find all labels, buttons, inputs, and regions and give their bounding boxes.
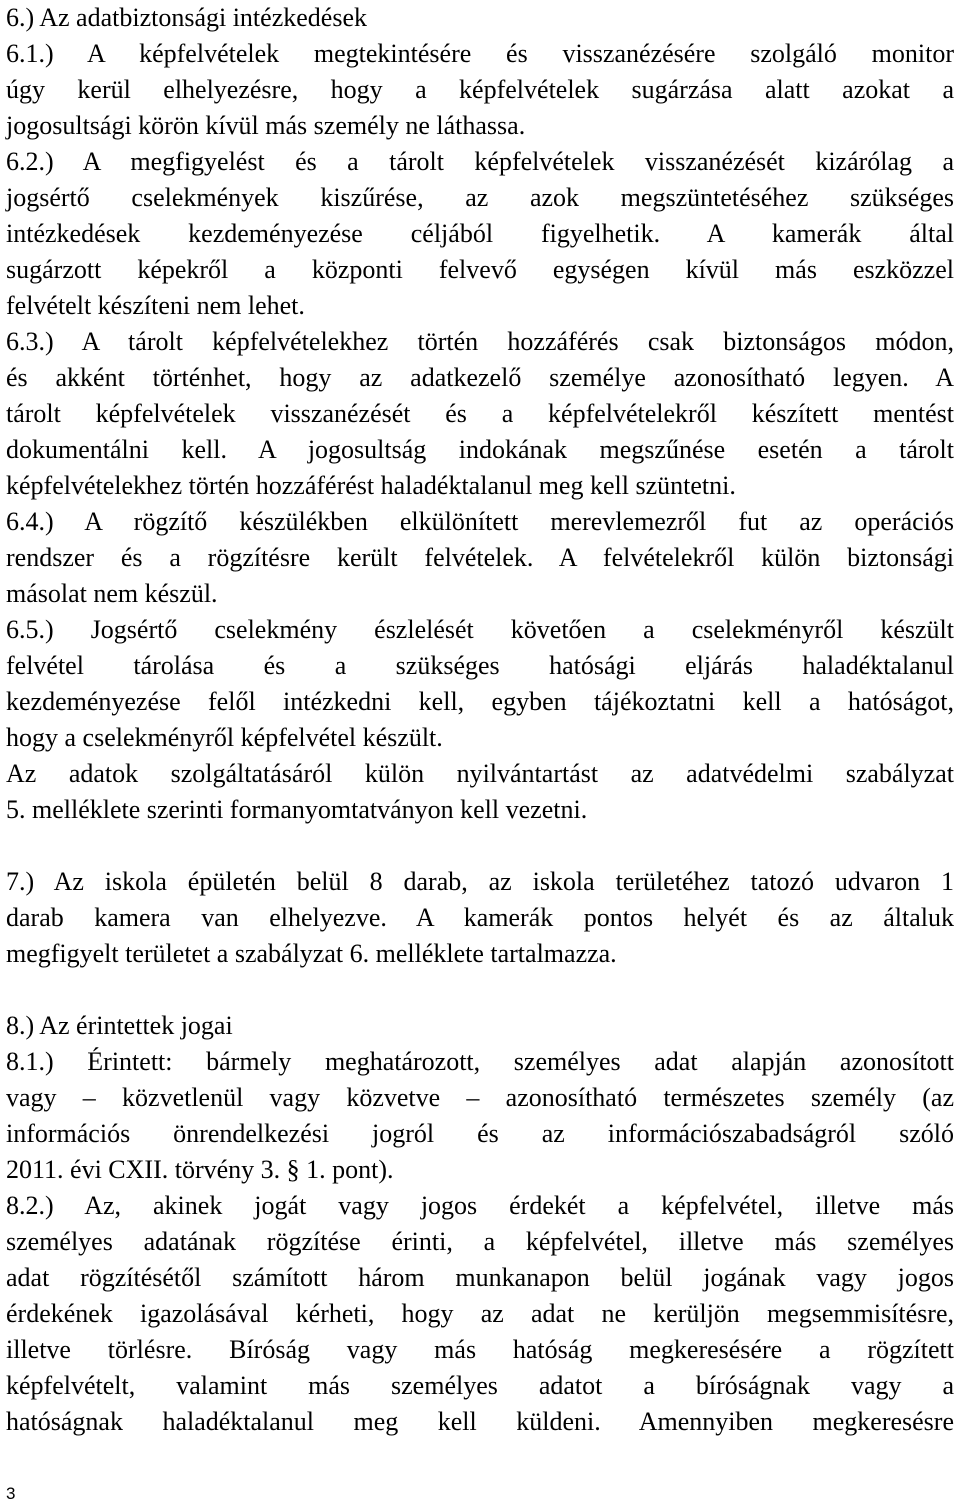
text-line: rendszer és a rögzítésre került felvételek. A felvételekről külön biztonsági — [6, 543, 954, 572]
section-heading: 8.) Az érintettek jogai — [6, 1011, 233, 1040]
text-line: információs önrendelkezési jogról és az információszabadságról szóló — [6, 1119, 954, 1148]
text-line: darab kamera van elhelyezve. A kamerák pontos helyét és az általuk — [6, 903, 954, 932]
text-line: dokumentálni kell. A jogosultság indokának megszűnése esetén a tárolt — [6, 435, 954, 464]
text-line: Az adatok szolgáltatásáról külön nyilvántartást az adatvédelmi szabályzat — [6, 759, 954, 788]
paragraph-6-4 — [6, 504, 954, 612]
text-line: 8.1.) Érintett: bármely meghatározott, személyes adat alapján azonosított — [6, 1047, 954, 1076]
text-line: 7.) Az iskola épületén belül 8 darab, az iskola területéhez tatozó udvaron 1 — [6, 867, 954, 896]
text-line: képfelvételekhez történ hozzáférést haladéktalanul meg kell szüntetni. — [6, 471, 736, 500]
text-line: másolat nem készül. — [6, 579, 218, 608]
text-line: képfelvételt, valamint más személyes adatot a bíróságnak vagy a — [6, 1371, 954, 1400]
text-line: intézkedések kezdeményezése céljából figyelhetik. A kamerák által — [6, 219, 954, 248]
section-spacer — [6, 972, 954, 1008]
paragraph-8-2 — [6, 1188, 954, 1440]
text-line: felvétel tárolása és a szükséges hatósági eljárás haladéktalanul — [6, 651, 954, 680]
text-line: kezdeményezése felől intézkedni kell, egyben tájékoztatni kell a hatóságot, — [6, 687, 954, 716]
text-line: 6.4.) A rögzítő készülékben elkülönített merevlemezről fut az operációs — [6, 507, 954, 536]
paragraph-8-1 — [6, 1044, 954, 1188]
paragraph-6-5 — [6, 612, 954, 756]
text-line: és akként történhet, hogy az adatkezelő személye azonosítható legyen. A — [6, 363, 954, 392]
text-line: sugárzott képekről a központi felvevő egységen kívül más eszközzel — [6, 255, 954, 284]
paragraph-7-0 — [6, 864, 954, 972]
text-line: adat rögzítésétől számított három munkanapon belül jogának vagy jogos — [6, 1263, 954, 1292]
text-line: vagy – közvetlenül vagy közvetve – azonosítható természetes személy (az — [6, 1083, 954, 1112]
text-line: tárolt képfelvételek visszanézését és a képfelvételekről készített mentést — [6, 399, 954, 428]
text-line: jogsértő cselekmények kiszűrése, az azok megszüntetéséhez szükséges — [6, 183, 954, 212]
text-line: hatóságnak haladéktalanul meg kell küldeni. Amennyiben megkeresésre — [6, 1407, 954, 1436]
paragraph-6-6 — [6, 756, 954, 828]
paragraph-6-3 — [6, 324, 954, 504]
text-line: személyes adatának rögzítése érinti, a képfelvétel, illetve más személyes — [6, 1227, 954, 1256]
document-body — [6, 0, 954, 1440]
paragraph-6-2 — [6, 144, 954, 324]
text-line: hogy a cselekményről képfelvétel készült. — [6, 723, 443, 752]
text-line: 6.2.) A megfigyelést és a tárolt képfelvételek visszanézését kizárólag a — [6, 147, 954, 176]
section-6 — [6, 0, 954, 828]
text-line: érdekének igazolásával kérheti, hogy az adat ne kerüljön megsemmisítésre, — [6, 1299, 954, 1328]
section-7 — [6, 864, 954, 972]
text-line: illetve törlésre. Bíróság vagy más hatóság megkeresésére a rögzített — [6, 1335, 954, 1364]
text-line: 6.3.) A tárolt képfelvételekhez történ hozzáférés csak biztonságos módon, — [6, 327, 954, 356]
text-line: felvételt készíteni nem lehet. — [6, 291, 305, 320]
section-spacer — [6, 828, 954, 864]
section-heading: 6.) Az adatbiztonsági intézkedések — [6, 3, 367, 32]
text-line: 8.2.) Az, akinek jogát vagy jogos érdekét a képfelvétel, illetve más — [6, 1191, 954, 1220]
paragraph-6-1 — [6, 36, 954, 144]
text-line: megfigyelt területet a szabályzat 6. melléklete tartalmazza. — [6, 939, 617, 968]
text-line: úgy kerül elhelyezésre, hogy a képfelvételek sugárzása alatt azokat a — [6, 75, 954, 104]
text-line: 5. melléklete szerinti formanyomtatványon kell vezetni. — [6, 795, 588, 824]
page-number: 3 — [6, 1484, 16, 1503]
text-line: 6.1.) A képfelvételek megtekintésére és visszanézésére szolgáló monitor — [6, 39, 954, 68]
text-line: jogosultsági körön kívül más személy ne láthassa. — [6, 111, 526, 140]
text-line: 2011. évi CXII. törvény 3. § 1. pont). — [6, 1155, 394, 1184]
text-line: 6.5.) Jogsértő cselekmény észlelését követően a cselekményről készült — [6, 615, 954, 644]
section-8 — [6, 1008, 954, 1440]
